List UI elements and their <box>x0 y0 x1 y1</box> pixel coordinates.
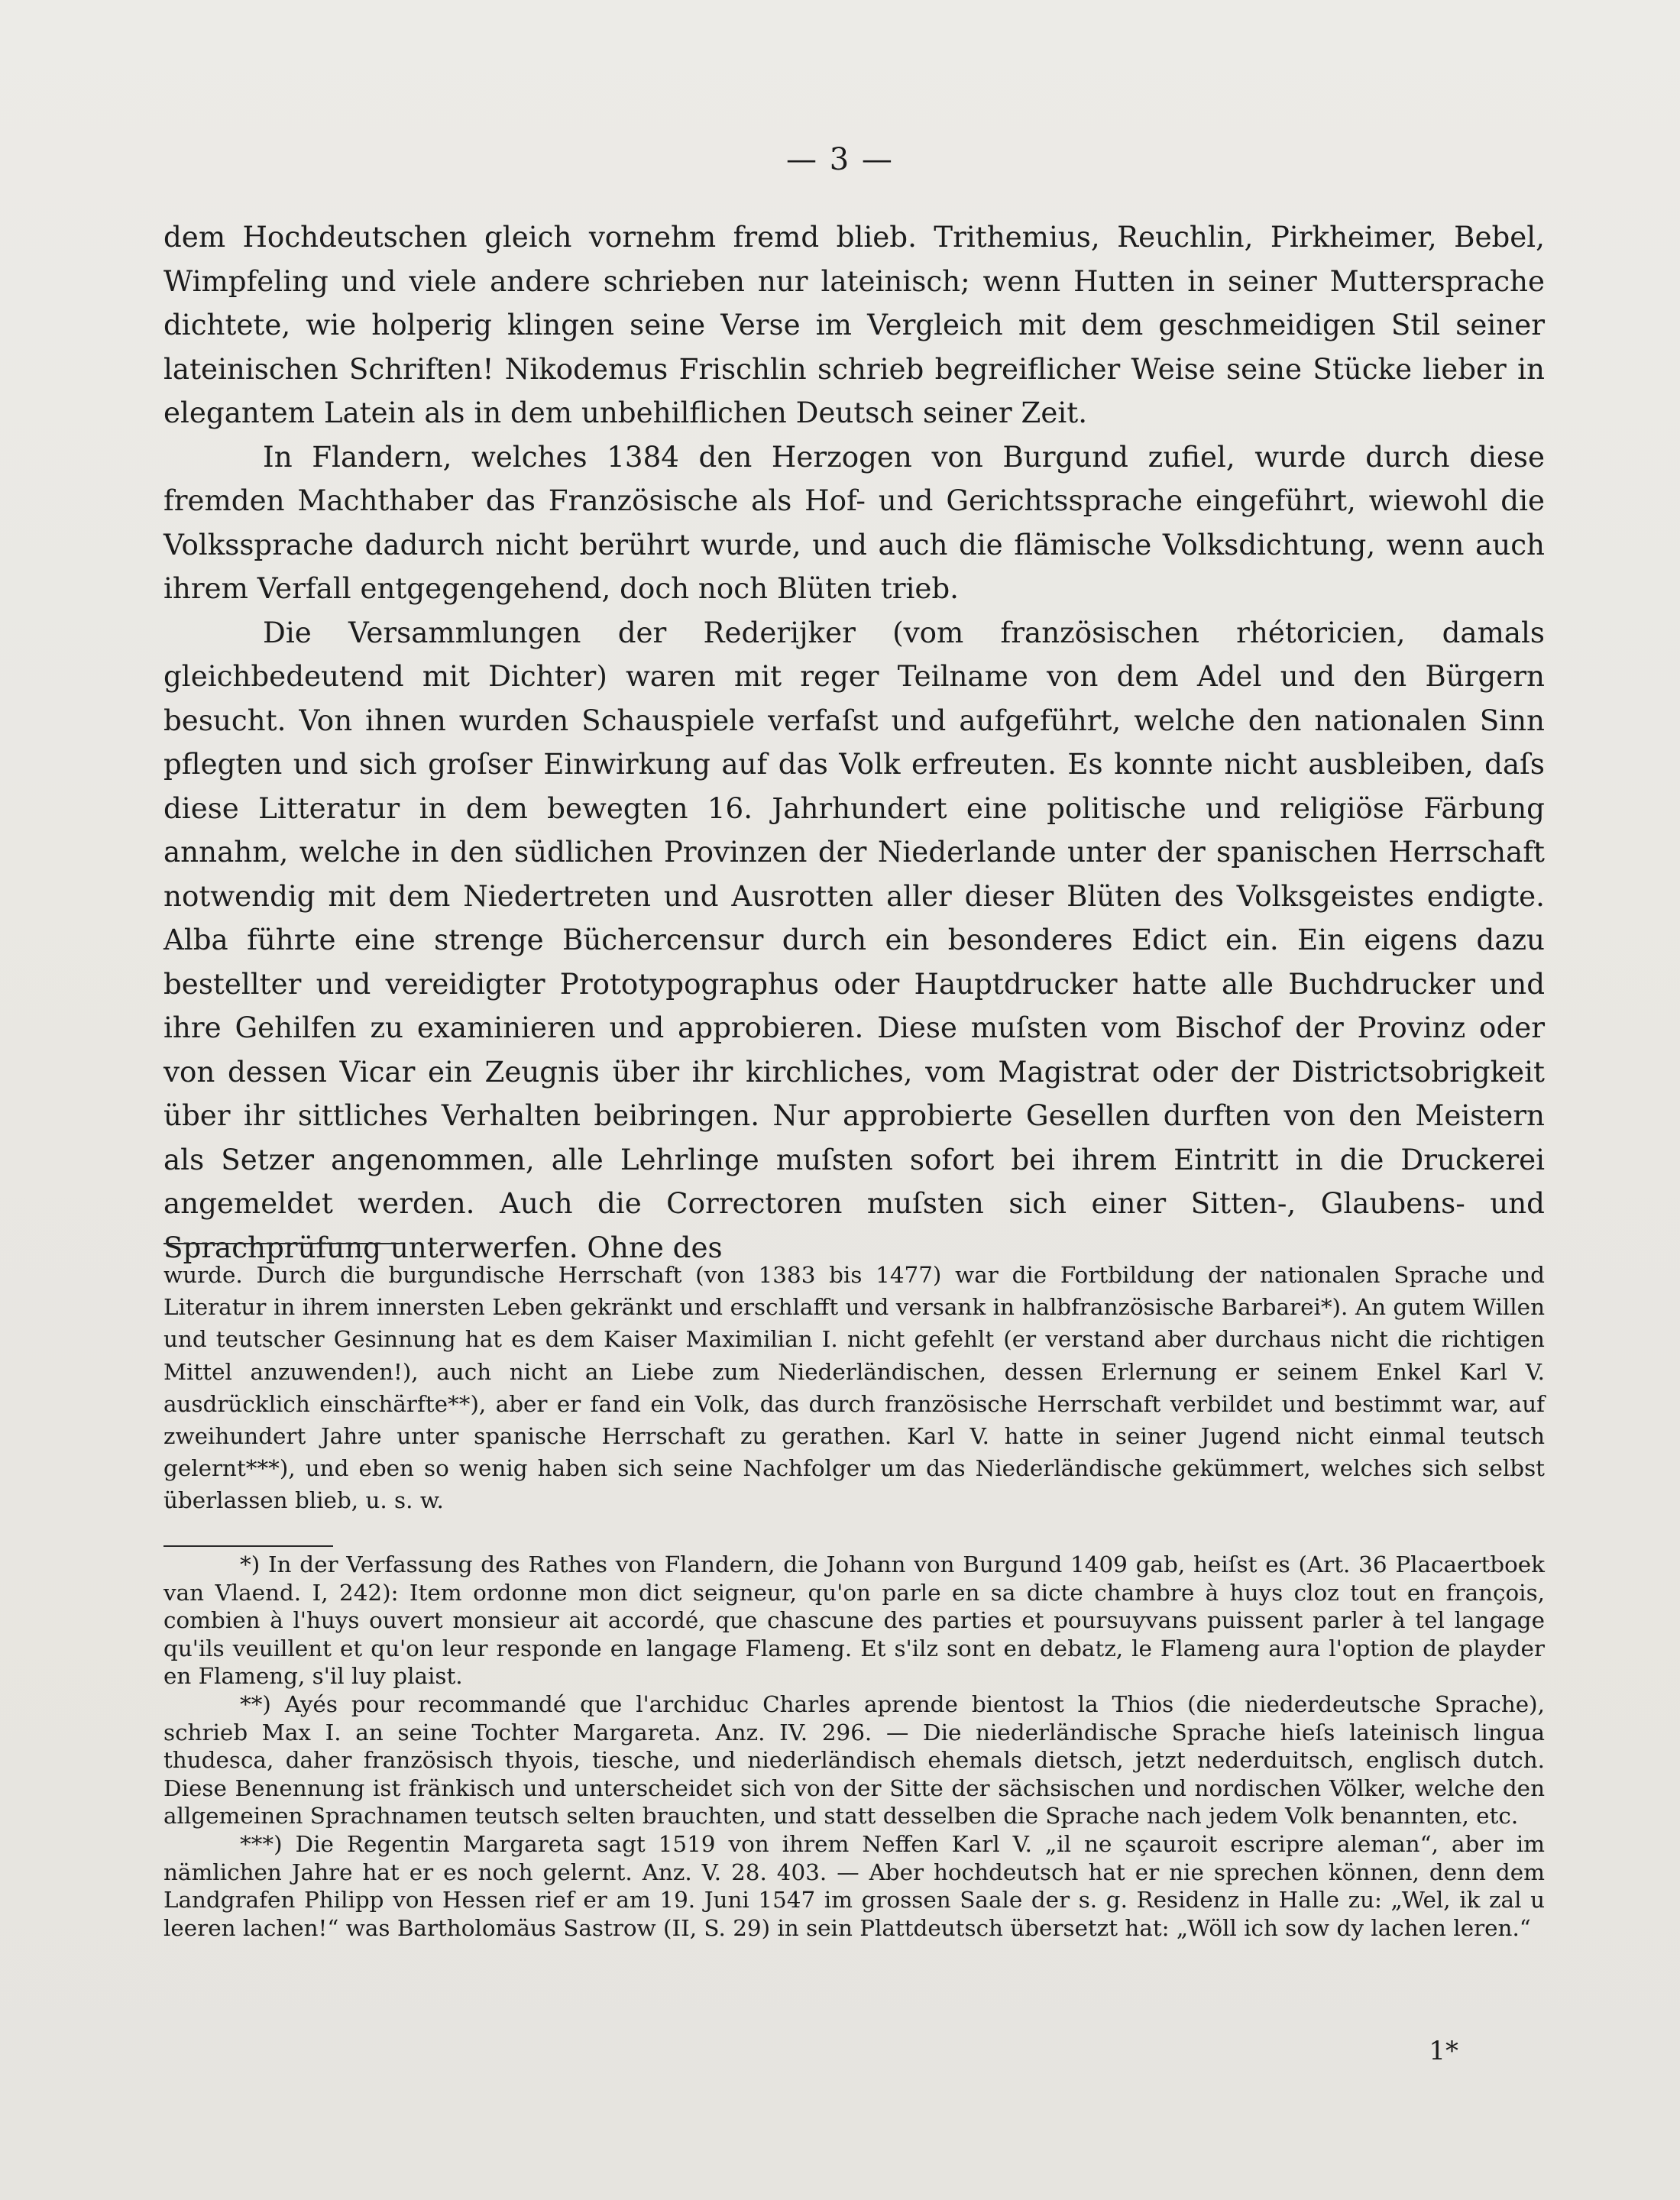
footnote-divider-secondary <box>163 1545 333 1547</box>
footnote-divider <box>163 1243 400 1244</box>
main-text <box>163 215 1545 1270</box>
page-number: — 3 — <box>786 142 894 177</box>
footnote: *) In der Verfassung des Rathes von Flandern, die Johann von Burgund 1409 gab, heiſst es (Art. 36 Placaertboek van Vlaend. I, 242): Item ordonne mon dict seigneur, qu'on parle en sa dicte chambre à huys cloz tout en françois, combien à l'huys ouvert monsieur ait accordé, que chascune des parties et poursuyvans puissent parler à tel langage qu'ils veuillent et qu'on leur responde en langage Flameng. Et s'ilz sont en debatz, le Flameng aura l'option de playder en Flameng, s'il luy plaist. <box>163 1551 1545 1690</box>
paragraph: Die Versammlungen der Rederijker (vom französischen rhétoricien, damals gleichbedeutend mit Dichter) waren mit reger Teilname von dem Adel und den Bürgern besucht. Von ihnen wurden Schauspiele verfaſst und aufgeführt, welche den nationalen Sinn pflegten und sich groſser Einwirkung auf das Volk erfreuten. Es konnte nicht ausbleiben, daſs diese Litteratur in dem bewegten 16. Jahrhundert eine politische und religiöse Färbung annahm, welche in den südlichen Provinzen der Niederlande unter der spanischen Herrschaft notwendig mit dem Niedertreten und Ausrotten aller dieser Blüten des Volksgeistes endigte. Alba führte eine strenge Büchercensur durch ein besonderes Edict ein. Ein eigens dazu bestellter und vereidigter Prototypographus oder Hauptdrucker hatte alle Buchdrucker und ihre Gehilfen zu examinieren und approbieren. Diese muſsten vom Bischof der Provinz oder von dessen Vicar ein Zeugnis über ihr kirchliches, vom Magistrat oder der Districtsobrigkeit über ihr sittliches Verhalten beibringen. Nur approbierte Gesellen durften von den Meistern als Setzer angenommen, alle Lehrlinge muſsten sofort bei ihrem Eintritt in die Druckerei angemeldet werden. Auch die Correctoren muſsten sich einer Sitten-, Glaubens- und Sprachprüfung unterwerfen. Ohne des <box>163 615 1545 1264</box>
note-continuation <box>163 1259 1545 1517</box>
footnotes <box>163 1551 1545 1942</box>
note-paragraph: wurde. Durch die burgundische Herrschaft (von 1383 bis 1477) war die Fortbildung der nationalen Sprache und Literatur in ihrem innersten Leben gekränkt und erschlafft und versank in halbfranzösische Barbarei*). An gutem Willen und teutscher Gesinnung hat es dem Kaiser Maximilian I. nicht gefehlt (er verstand aber durchaus nicht die richtigen Mittel anzuwenden!), auch nicht an Liebe zum Niederländischen, dessen Erlernung er seinem Enkel Karl V. ausdrücklich einschärfte**), aber er fand ein Volk, das durch französische Herrschaft verbildet und bestimmt war, auf zweihundert Jahre unter spanische Herrschaft zu gerathen. Karl V. hatte in seiner Jugend nicht einmal teutsch gelernt***), und eben so wenig haben sich seine Nachfolger um das Niederländische gekümmert, welches sich selbst überlassen blieb, u. s. w. <box>163 1262 1545 1514</box>
footnote: **) Ayés pour recommandé que l'archiduc Charles aprende bientost la Thios (die niederdeutsche Sprache), schrieb Max I. an seine Tochter Margareta. Anz. IV. 296. — Die niederländische Sprache hieſs lateinisch lingua thudesca, daher französisch thyois, tiesche, und niederländisch ehemals dietsch, jetzt nederduitsch, englisch dutch. Diese Benennung ist fränkisch und unterscheidet sich von der Sitte der sächsischen und nordischen Völker, welche den allgemeinen Sprachnamen teutsch selten brauchten, und statt desselben die Sprache nach jedem Volk benannten, etc. <box>163 1690 1545 1830</box>
signature-mark: 1* <box>1429 2036 1458 2066</box>
paragraph: dem Hochdeutschen gleich vornehm fremd blieb. Trithemius, Reuchlin, Pirkheimer, Bebel, Wimpfeling und viele andere schrieben nur lateinisch; wenn Hutten in seiner Muttersprache dichtete, wie holperig klingen seine Verse im Vergleich mit dem geschmeidigen Stil seiner lateinischen Schriften! Nikodemus Frischlin schrieb begreiflicher Weise seine Stücke lieber in elegantem Latein als in dem unbehilflichen Deutsch seiner Zeit. <box>163 220 1545 429</box>
paragraph: In Flandern, welches 1384 den Herzogen von Burgund zufiel, wurde durch diese fremden Machthaber das Französische als Hof- und Gerichtssprache eingeführt, wiewohl die Volkssprache dadurch nicht berührt wurde, und auch die flämische Volksdichtung, wenn auch ihrem Verfall entgegengehend, doch noch Blüten trieb. <box>163 439 1545 605</box>
footnote: ***) Die Regentin Margareta sagt 1519 von ihrem Neffen Karl V. „il ne sçauroit escripre aleman“, aber im nämlichen Jahre hat er es noch gelernt. Anz. V. 28. 403. — Aber hochdeutsch hat er nie sprechen können, denn dem Landgrafen Philipp von Hessen rief er am 19. Juni 1547 im grossen Saale der s. g. Residenz in Halle zu: „Wel, ik zal u leeren lachen!“ was Bartholomäus Sastrow (II, S. 29) in sein Plattdeutsch übersetzt hat: „Wöll ich sow dy lachen leren.“ <box>163 1830 1545 1941</box>
